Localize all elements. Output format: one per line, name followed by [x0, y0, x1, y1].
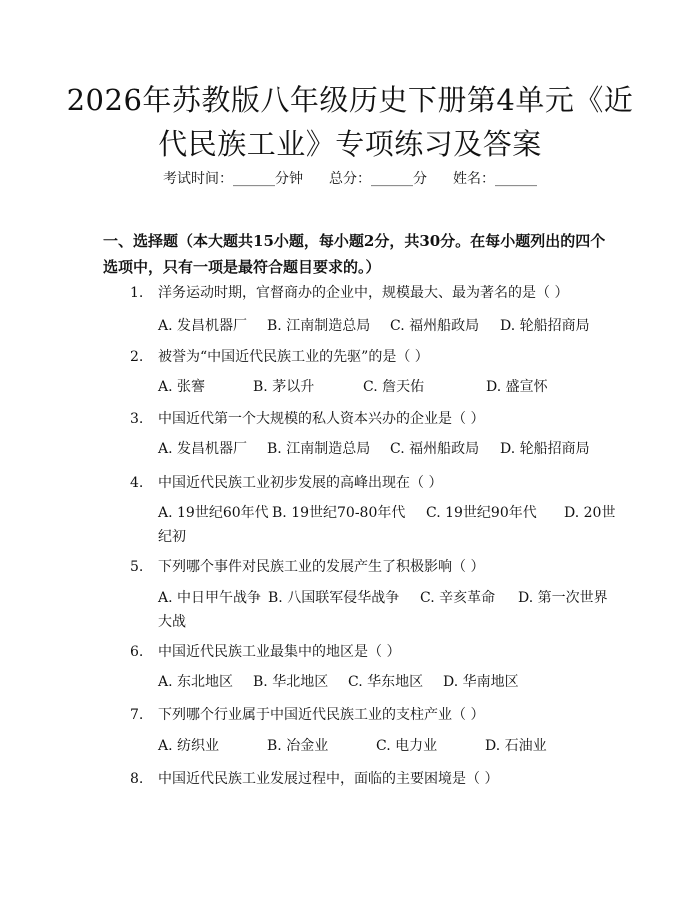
option-d: D. 第一次世界大战	[158, 590, 608, 630]
student-name-label: 姓名：______	[453, 171, 537, 187]
option-a: A. 19世纪60年代	[158, 505, 269, 521]
option-c: C. 福州船政局	[390, 441, 480, 457]
question-text: 中国近代民族工业初步发展的高峰出现在（ ）	[158, 475, 443, 491]
question	[130, 346, 429, 366]
question-text: 下列哪个行业属于中国近代民族工业的支柱产业（ ）	[158, 707, 485, 723]
option-c: C. 电力业	[376, 738, 438, 754]
question	[130, 704, 484, 724]
question-options	[103, 670, 608, 694]
question	[130, 472, 442, 492]
option-c: C. 福州船政局	[390, 318, 480, 334]
exam-meta	[0, 168, 700, 188]
option-c: C. 华东地区	[348, 674, 424, 690]
option-a: A. 纺织业	[158, 738, 220, 754]
question-number: 6.	[130, 644, 144, 660]
question-options	[103, 437, 608, 461]
option-c: C. 詹天佑	[363, 379, 425, 395]
question-options	[103, 314, 608, 338]
question-text: 中国近代第一个大规模的私人资本兴办的企业是（ ）	[158, 411, 485, 427]
question-number: 7.	[130, 707, 144, 723]
option-b: B. 冶金业	[267, 738, 329, 754]
option-a: A. 东北地区	[158, 674, 234, 690]
option-b: B. 茅以升	[253, 379, 315, 395]
question-text: 下列哪个事件对民族工业的发展产生了积极影响（ ）	[158, 559, 485, 575]
exam-time-label: 考试时间：______分钟	[163, 171, 303, 187]
option-d: D. 石油业	[485, 738, 547, 754]
question-options	[103, 375, 608, 399]
question-text: 洋务运动时期，官督商办的企业中，规模最大、最为著名的是（ ）	[158, 285, 569, 301]
option-b: B. 八国联军侵华战争	[268, 590, 400, 606]
question-options	[103, 734, 608, 758]
question	[130, 641, 400, 661]
question-text: 中国近代民族工业最集中的地区是（ ）	[158, 644, 401, 660]
option-b: B. 江南制造总局	[267, 441, 371, 457]
document-title: 2026年苏教版八年级历史下册第4单元《近代民族工业》专项练习及答案	[66, 83, 634, 161]
option-a: A. 张謇	[158, 379, 206, 395]
total-score-label: 总分：______分	[329, 171, 427, 187]
option-b: B. 江南制造总局	[267, 318, 371, 334]
question	[130, 408, 484, 428]
option-d: D. 轮船招商局	[500, 318, 590, 334]
section-heading: 一、选择题（本大题共15小题，每小题2分，共30分。在每小题列出的四个选项中，只有一项是最符合题目要求的。）	[103, 232, 606, 276]
question	[130, 556, 484, 576]
question	[130, 282, 568, 302]
option-d: D. 华南地区	[443, 674, 519, 690]
question-number: 5.	[130, 559, 144, 575]
option-d: D. 20世纪初	[158, 505, 616, 545]
question-number: 8.	[130, 771, 144, 787]
option-a: A. 发昌机器厂	[158, 318, 248, 334]
option-a: A. 发昌机器厂	[158, 441, 248, 457]
option-d: D. 轮船招商局	[500, 441, 590, 457]
question	[130, 768, 498, 788]
option-d: D. 盛宣怀	[486, 379, 548, 395]
question-number: 3.	[130, 411, 144, 427]
option-a: A. 中日甲午战争	[158, 590, 262, 606]
question-number: 2.	[130, 349, 144, 365]
question-text: 被誉为“中国近代民族工业的先驱”的是（ ）	[158, 349, 429, 365]
question-number: 1.	[130, 285, 144, 301]
option-c: C. 辛亥革命	[420, 590, 496, 606]
question-options	[103, 586, 608, 634]
option-b: B. 19世纪70-80年代	[272, 505, 406, 521]
question-text: 中国近代民族工业发展过程中，面临的主要困境是（ ）	[158, 771, 499, 787]
option-b: B. 华北地区	[253, 674, 329, 690]
option-c: C. 19世纪90年代	[426, 505, 537, 521]
question-number: 4.	[130, 475, 144, 491]
question-options	[103, 501, 616, 549]
